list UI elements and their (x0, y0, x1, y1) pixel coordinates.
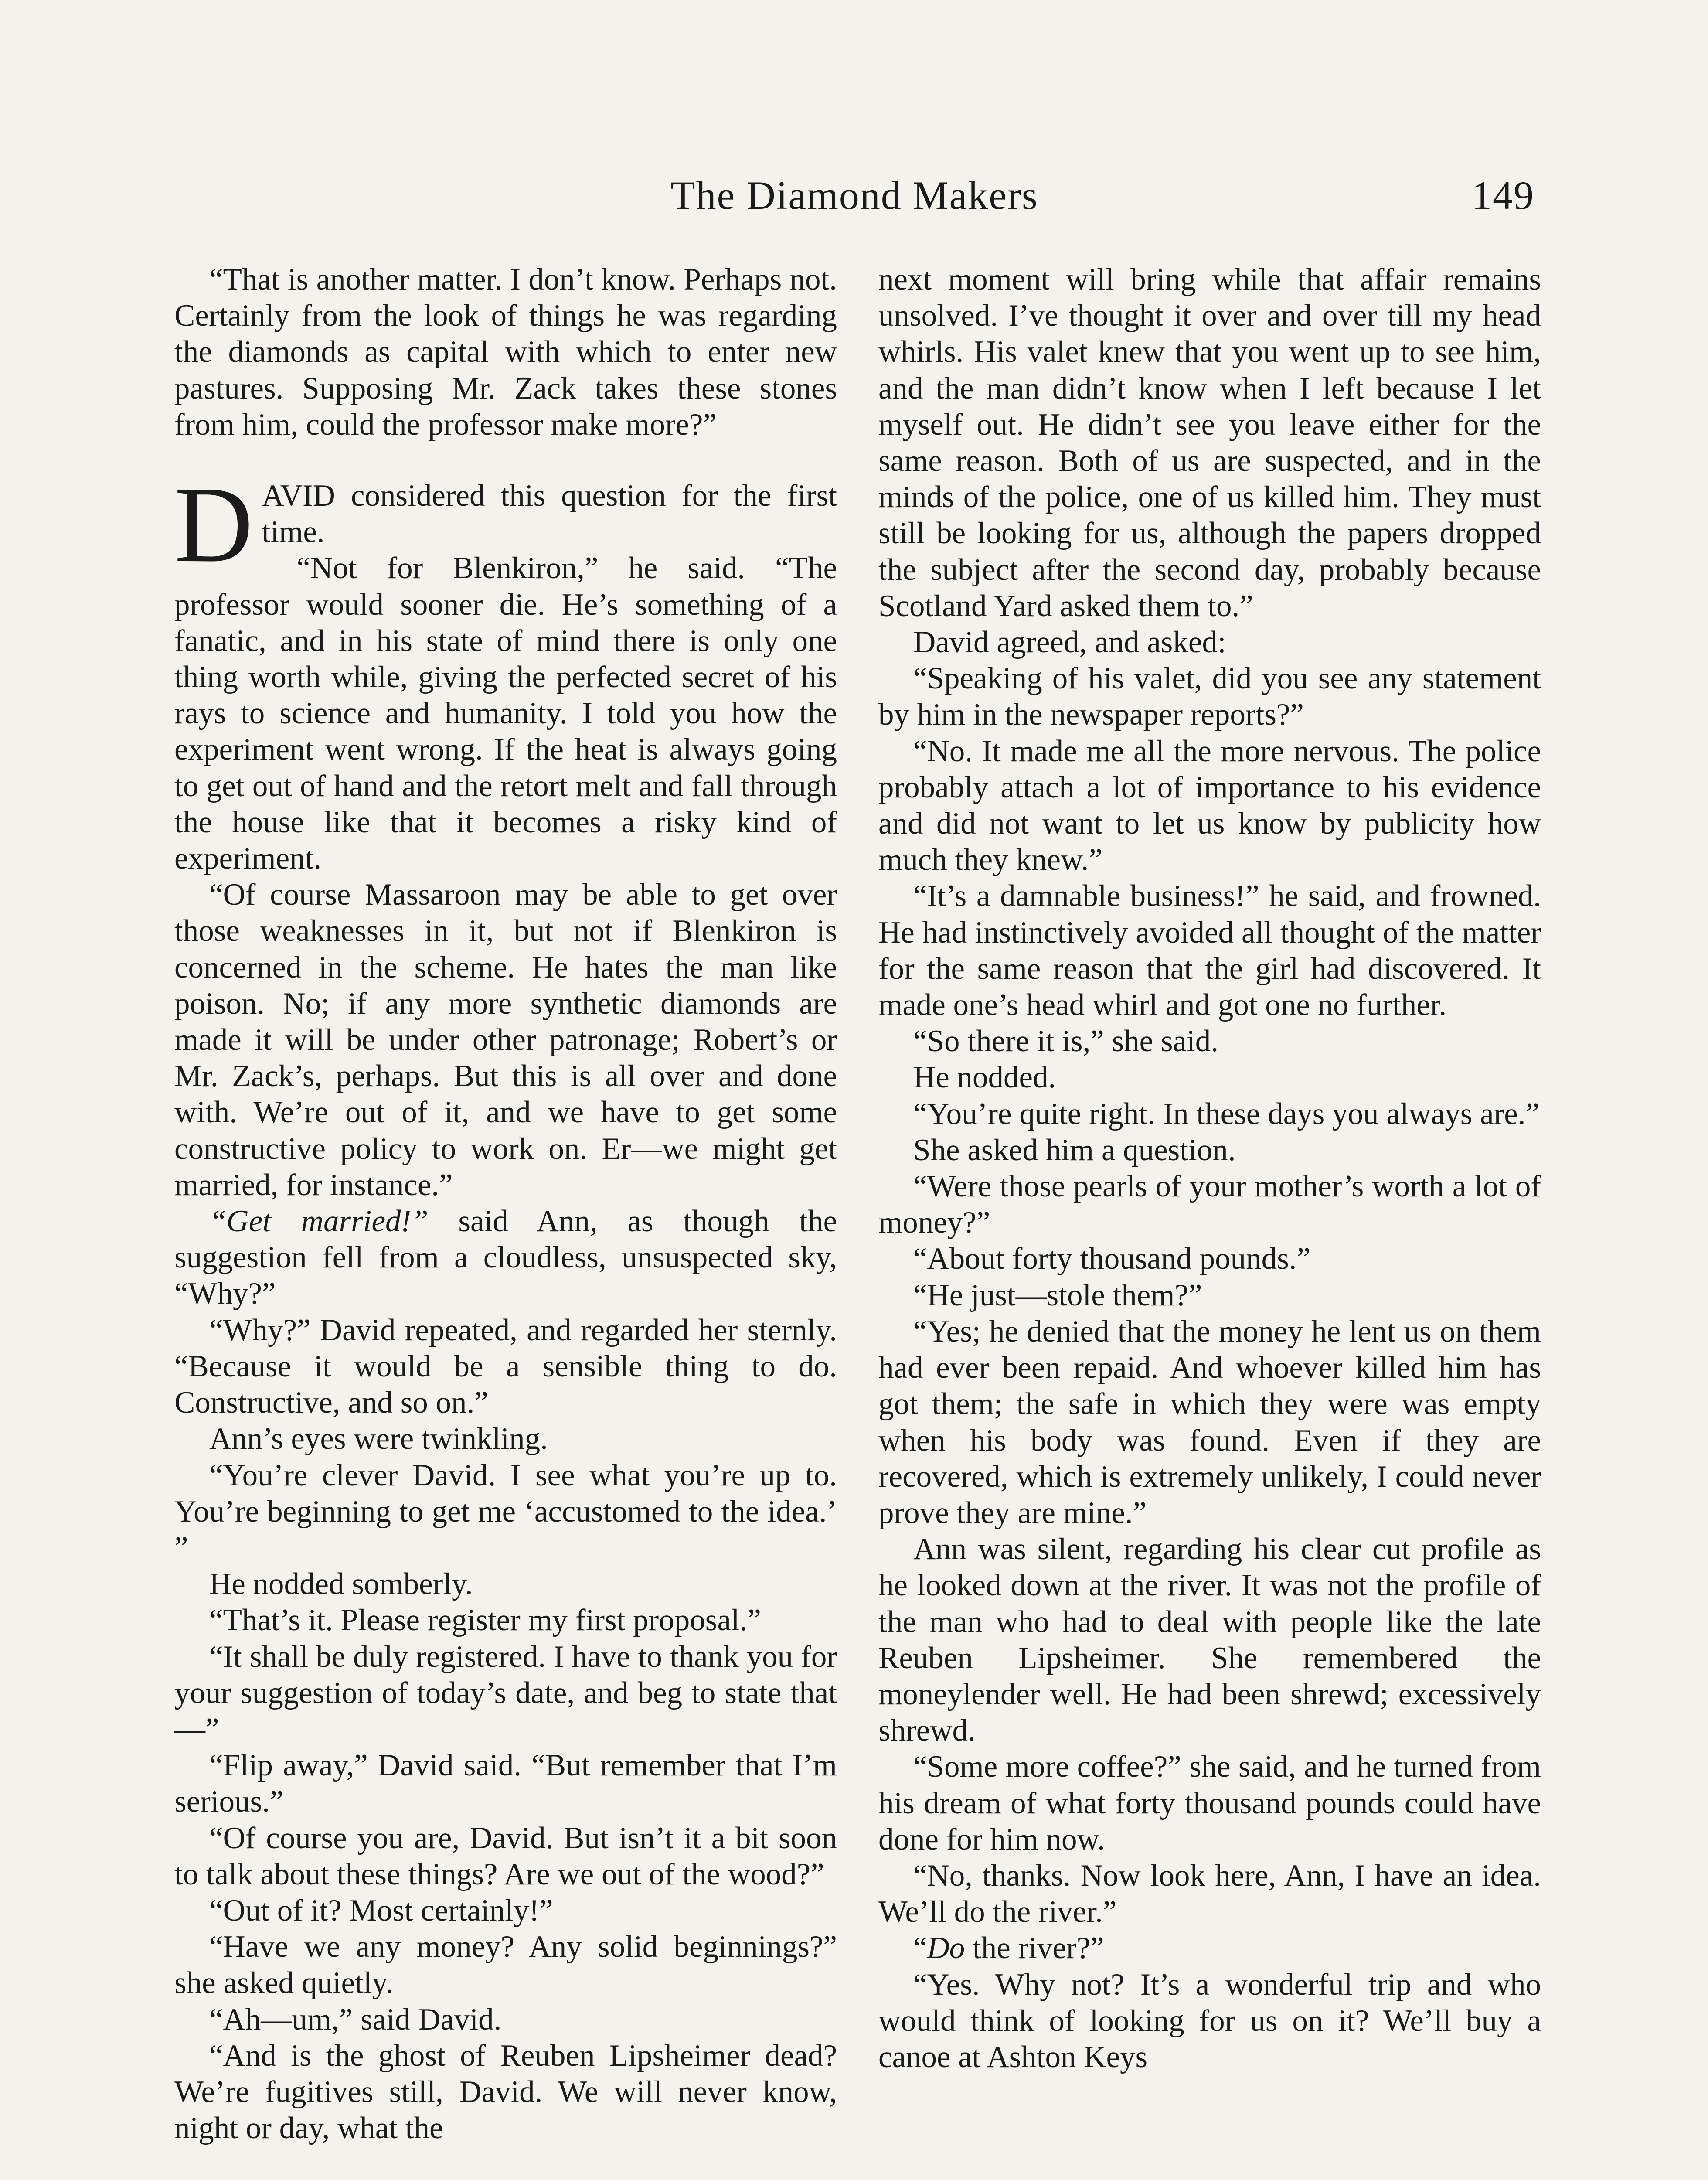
paragraph-rest: the river?” (965, 1931, 1104, 1965)
paragraph: Ann’s eyes were twinkling. (209, 1422, 548, 1456)
paragraph: next moment will bring while that affair remains unsolved. I’ve thought it over and over till my head whirls. His valet knew that you went up to see him, and the man didn’t know when I left because I let myself out. He didn’t see you leave either for the same reason. Both of us are suspected, and in the minds of the police, one of us killed him. They must still be looking for us, although the papers dropped the subject after the second day, probably because Scotland Yard asked them to.” (878, 262, 1541, 623)
paragraph: “That is another matter. I don’t know. Perhaps not. Certainly from the look of things he was regarding the diamonds as capital with which to enter new pastures. Supposing Mr. Zack takes these stones from him, could the professor make more?” (174, 262, 837, 442)
paragraph: David agreed, and asked: (913, 625, 1226, 660)
paragraph: “Out of it? Most certainly!” (209, 1893, 553, 1928)
paragraph: “Yes; he denied that the money he lent us on them had ever been repaid. And whoever killed him has got them; the safe in which they were was empty when his body was found. Even if they are recovered, which is extremely unlikely, I could never prove they are mine.” (878, 1314, 1541, 1530)
paragraph: “No, thanks. Now look here, Ann, I have an idea. We’ll do the river.” (878, 1858, 1541, 1929)
smallcaps-lead: AVID (262, 479, 335, 513)
paragraph: “Not for Blenkiron,” he said. “The professor would sooner die. He’s something of a fanatic, and in his state of mind there is only one thing worth while, giving the perfected secret of his rays to science and humanity. I told you how the experiment went wrong. If the heat is always going to get out of hand and the retort melt and fall through the house like that it becomes a risky kind of experiment. (174, 551, 837, 876)
paragraph: “Were those pearls of your mother’s worth a lot of money?” (878, 1169, 1541, 1240)
paragraph (174, 1203, 837, 1312)
paragraph (878, 1930, 1541, 1966)
italic-phrase: Do (927, 1931, 965, 1965)
paragraph: “It’s a damnable business!” he said, and frowned. He had instinctively avoided all thought of the matter for the same reason that the girl had discovered. It made one’s head whirl and got one no further. (878, 879, 1541, 1022)
open-quote: “ (913, 1931, 927, 1965)
paragraph: “You’re clever David. I see what you’re up to. You’re beginning to get me ‘accustomed to the idea.’ ” (174, 1458, 837, 1565)
drop-cap: D (174, 464, 253, 586)
paragraph: “It shall be duly registered. I have to thank you for your suggestion of today’s date, and beg to state that—” (174, 1639, 837, 1746)
paragraph: “That’s it. Please register my first proposal.” (209, 1603, 761, 1638)
right-column (878, 262, 1541, 2075)
paragraph: “You’re quite right. In these days you always are.” (913, 1097, 1540, 1131)
paragraph: “Some more coffee?” she said, and he turned from his dream of what forty thousand pounds could have done for him now. (878, 1750, 1541, 1856)
running-title: The Diamond Makers (670, 173, 1038, 218)
page-number: 149 (1472, 173, 1534, 218)
paragraph: He nodded somberly. (209, 1567, 473, 1601)
paragraph: “Flip away,” David said. “But remember that I’m serious.” (174, 1748, 837, 1819)
paragraph: “About forty thousand pounds.” (913, 1242, 1311, 1276)
paragraph: “Yes. Why not? It’s a wonderful trip and who would think of looking for us on it? We’ll buy a canoe at Ashton Keys (878, 1967, 1541, 2074)
paragraph: “And is the ghost of Reuben Lipsheimer dead? We’re fugitives still, David. We will never know, night or day, what the (174, 2038, 837, 2146)
paragraph: “Of course you are, David. But isn’t it a bit soon to talk about these things? Are we out of the wood?” (174, 1821, 837, 1891)
paragraph: “Have we any money? Any solid beginnings?” she asked quietly. (174, 1930, 837, 2000)
paragraph: “Speaking of his valet, did you see any statement by him in the newspaper reports?” (878, 661, 1541, 732)
left-column (174, 262, 837, 2146)
paragraph: “He just—stole them?” (913, 1278, 1202, 1312)
paragraph: “Why?” David repeated, and regarded her sternly. “Because it would be a sensible thing to do. Constructive, and so on.” (174, 1313, 837, 1420)
paragraph: “So there it is,” she said. (913, 1024, 1218, 1059)
paragraph-dropcap (174, 464, 837, 586)
paragraph: He nodded. (913, 1060, 1056, 1095)
paragraph-rest: considered this question for the first time. (262, 479, 837, 549)
paragraph-rest: said Ann, as though the suggestion fell from a cloudless, unsuspected sky, “Why?” (174, 1204, 837, 1311)
paragraph: “Of course Massaroon may be able to get over those weaknesses in it, but not if Blenkiron is concerned in the scheme. He hates the man like poison. No; if any more synthetic diamonds are made it will be under other patronage; Robert’s or Mr. Zack’s, perhaps. But this is all over and done with. We’re out of it, and we have to get some constructive policy to work on. Er—we might get married, for instance.” (174, 878, 837, 1202)
paragraph: She asked him a question. (913, 1133, 1236, 1167)
paragraph: “No. It made me all the more nervous. The police probably attach a lot of importance to his evidence and did not want to let us know by publicity how much they knew.” (878, 734, 1541, 877)
italic-phrase: “Get married!” (209, 1204, 429, 1239)
running-head (174, 172, 1534, 229)
paragraph: Ann was silent, regarding his clear cut profile as he looked down at the river. It was not the profile of the man who had to deal with people like the late Reuben Lipsheimer. She remembered the moneylender well. He had been shrewd; excessively shrewd. (878, 1532, 1541, 1748)
paragraph: “Ah—um,” said David. (209, 2002, 502, 2037)
